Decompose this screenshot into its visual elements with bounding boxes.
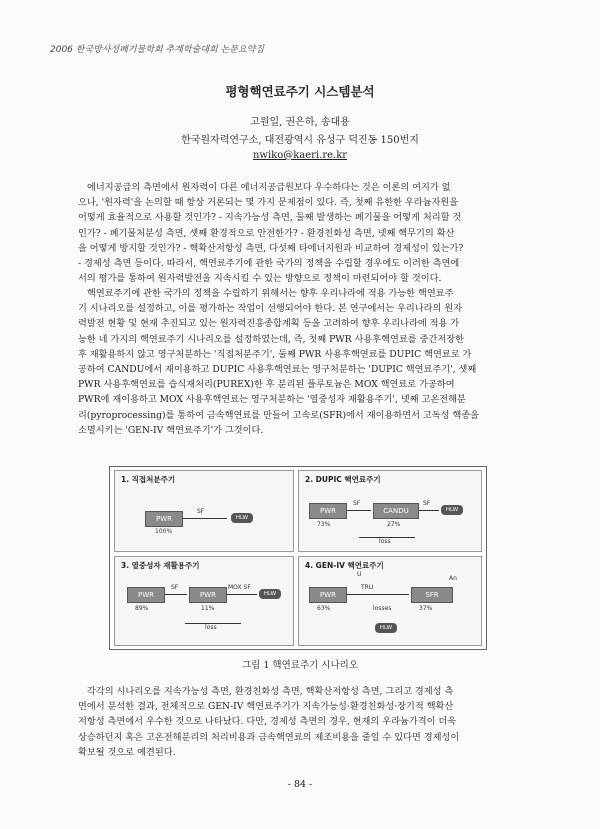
an-label: An: [449, 575, 457, 582]
pwr-node: PWR: [145, 511, 183, 527]
pwr-node: PWR: [309, 503, 347, 519]
email-link[interactable]: nwiko@kaeri.re.kr: [252, 150, 348, 161]
flow-arrow: [347, 594, 409, 595]
text-line: 기 시나리오를 설정하고, 이를 평가하는 작업이 선행되어야 한다. 본 연구에서는 우리나라의 원자: [78, 303, 463, 315]
hlw-repository: HLW: [231, 513, 253, 523]
u-label: U: [357, 571, 362, 578]
percent-label: 27%: [387, 521, 401, 528]
sf-label: SF: [171, 584, 179, 591]
affiliation: 한국원자력연구소, 대전광역시 유성구 덕진동 150번지: [181, 135, 419, 146]
running-header: 2006 한국방사성폐기물학회 추계학술대회 논문요약집: [50, 45, 265, 55]
pwr-node: PWR: [309, 587, 347, 603]
hlw-repository: HLW: [259, 589, 281, 599]
panel-title: 2. DUPIC 핵연료주기: [305, 475, 381, 484]
text-line: PWR 사용후핵연료를 습식재처리(PUREX)한 후 분리된 플루토늄은 MOX 핵연료로 가공하여: [78, 379, 455, 391]
panel-gen4: [298, 556, 482, 646]
panel-dupic: [298, 470, 482, 552]
moxsf-label: MOX SF: [228, 584, 251, 591]
text-line: 공하여 CANDU에서 재이용하고 DUPIC 사용후핵연료는 영구처분하는 'DUPIC 핵연료주기', 셋째: [78, 364, 477, 376]
paragraph-intro: [78, 180, 526, 286]
panel-direct-disposal: [114, 470, 294, 552]
panel-title: 3. 열중성자 재활용주기: [121, 561, 200, 570]
paragraph-scenarios: [78, 286, 526, 438]
text-line: 저항성 측면에서 우수한 것으로 나타났다. 다만, 경제성 측면의 경우, 현재의 우라늄가격이 더욱: [78, 716, 457, 728]
text-line: 인가? - 폐기물처분성 측면, 셋째 환경적으로 안전한가? - 환경친화성 측면, 넷째 핵무기의 확산: [78, 227, 455, 239]
losses-label: losses: [373, 605, 392, 612]
sfr-node: SFR: [411, 587, 453, 603]
text-line: 면에서 분석한 결과, 전체적으로 GEN-IV 핵연료주기가 지속가능성·환경친화성·장기적 핵확산: [78, 701, 454, 713]
percent-label: 89%: [135, 605, 149, 612]
text-line: 리(pyroprocessing)를 통하여 금속핵연료를 만들어 고속로(SFR)에서 재이용하면서 고독성 핵종을: [78, 409, 480, 421]
text-line: 각각의 시나리오를 지속가능성 측면, 환경친화성 측면, 핵확산저항성 측면, 그리고 경제성 측: [87, 686, 454, 697]
flow-arrow: [227, 594, 257, 595]
figure-caption: 그림 1 핵연료주기 시나리오: [241, 660, 359, 671]
text-line: 소멸시키는 'GEN-IV 핵연료주기'가 그것이다.: [78, 424, 264, 436]
text-line: 후 재활용하지 않고 영구처분하는 '직접처분주기', 둘째 PWR 사용후핵연료를 DUPIC 핵연료로 가: [78, 348, 472, 360]
text-line: 핵연료주기에 관한 국가의 정책을 수립하기 위해서는 향후 우리나라에 적용 가능한 핵연료주: [87, 288, 454, 299]
percent-label: 37%: [419, 605, 433, 612]
authors: 고원일, 권은하, 송대용: [250, 117, 350, 128]
percent-label: 73%: [317, 521, 331, 528]
text-line: 상승하던지 혹은 고온전해분리의 처리비용과 금속핵연료의 제조비용을 줄일 수 있다면 경제성이: [78, 731, 460, 743]
text-line: 서의 평가를 통하여 원자력발전을 지속시킬 수 있는 방향으로 정책이 마련되어야 할 것이다.: [78, 273, 442, 285]
percent-label: 100%: [155, 528, 173, 535]
flow-arrow: [419, 510, 439, 511]
fuel-cycle-figure: [109, 466, 487, 650]
text-line: 을 어떻게 방지할 것인가? - 핵확산저항성 측면, 다섯째 타에너지원과 비교하여 경제성이 있는가?: [78, 242, 464, 254]
sf-label: SF: [197, 508, 205, 515]
tru-label: TRU: [361, 584, 374, 591]
candu-node: CANDU: [373, 503, 419, 519]
text-line: 능한 네 가지의 핵연료주기 시나리오를 설정하였는데, 즉, 첫째 PWR 사용후핵연료를 중간저장한: [78, 333, 464, 345]
paper-title: 평형핵연료주기 시스템분석: [225, 84, 375, 99]
panel-title: 1. 직접처분주기: [121, 475, 176, 484]
pwr-node: PWR: [127, 587, 165, 603]
text-line: 으나, '원자력'을 논의할 때 항상 거론되는 몇 가지 문제점이 있다. 즉, 첫째 유한한 우라늄자원을: [78, 197, 459, 209]
percent-label: 63%: [317, 605, 331, 612]
page-number: - 84 -: [287, 779, 313, 790]
flow-arrow: [165, 594, 187, 595]
loss-label: loss: [379, 538, 391, 545]
text-line: 에너지공급의 측면에서 원자력이 다른 에너지공급원보다 우수하다는 것은 이론의 여지가 없: [87, 182, 451, 193]
hlw-repository: HLW: [441, 505, 463, 515]
panel-title: 4. GEN-IV 핵연료주기: [305, 561, 384, 570]
sf-label: SF: [353, 500, 361, 507]
panel-thermal-recycle: [114, 556, 294, 646]
text-line: 확보될 것으로 예견된다.: [78, 746, 176, 758]
pwr-node: PWR: [189, 587, 227, 603]
text-line: - 경제성 측면 등이다. 따라서, 핵연료주기에 관한 국가의 정책을 수립할 경우에도 이러한 측면에: [78, 258, 460, 270]
flow-arrow: [347, 510, 371, 511]
percent-label: 11%: [201, 605, 215, 612]
text-line: 어떻게 효율적으로 사용할 것인가? - 지속가능성 측면, 둘째 발생하는 폐기물을 어떻게 처리할 것: [78, 212, 462, 224]
loss-label: loss: [205, 624, 217, 631]
hlw-repository: HLW: [375, 623, 397, 633]
paragraph-conclusion: [78, 684, 526, 760]
text-line: 력발전 현황 및 현재 추진되고 있는 원자력진흥종합계획 등을 고려하여 향후 우리나라에 적용 가: [78, 318, 460, 330]
text-line: PWR에 재이용하고 MOX 사용후핵연료는 영구처분하는 '열중성자 재활용주기', 넷째 고온전해분: [78, 394, 466, 406]
sf-label: SF: [423, 500, 431, 507]
flow-arrow: [183, 518, 227, 519]
